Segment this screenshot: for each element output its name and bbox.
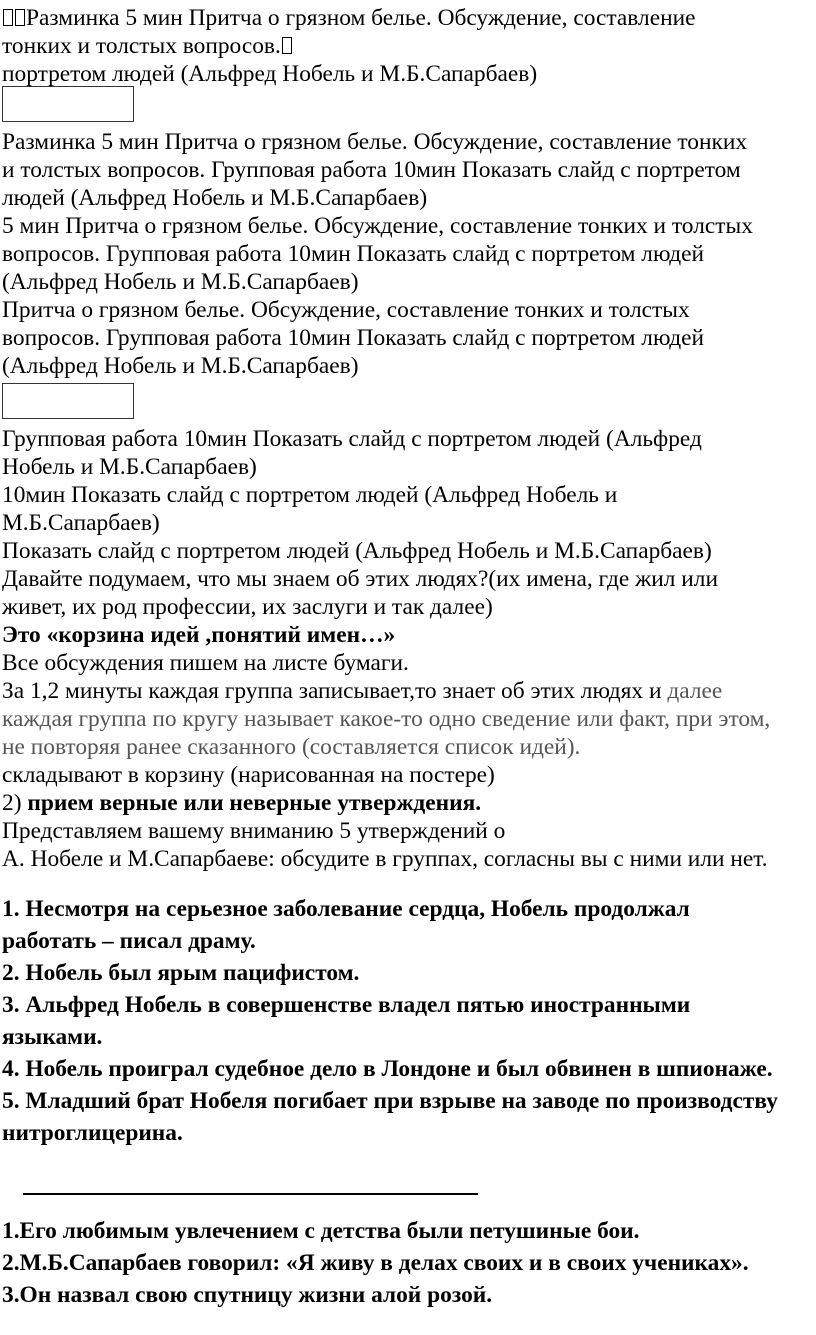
text-line-16: М.Б.Сапарбаев) [2, 510, 160, 536]
statement-line: нитроглицерина. [2, 1120, 183, 1146]
text-line-7: 5 мин Притча о грязном белье. Обсуждение, составление тонких и толстых [2, 213, 753, 239]
statement-line: работать – писал драму. [2, 928, 256, 954]
text-line-21: Все обсуждения пишем на листе бумаги. [2, 650, 409, 676]
text-line-6: людей (Альфред Нобель и М.Б.Сапарбаев) [2, 185, 428, 211]
answer-line: 1.Его любимым увлечением с детства были петушиные бои. [2, 1218, 640, 1244]
text-line-1 [2, 4, 696, 32]
text-line-20: Это «корзина идей ,понятий имен…» [2, 622, 396, 648]
empty-frame-box [2, 383, 134, 419]
statement-line: 2. Нобель был ярым пацифистом. [2, 960, 360, 986]
text-line-5: и толстых вопросов. Групповая работа 10мин Показать слайд с портретом [2, 157, 741, 183]
missing-glyph-icon [3, 9, 13, 26]
statement-line: 3. Альфред Нобель в совершенстве владел пятью иностранными [2, 992, 691, 1018]
text-line-28: А. Нобеле и М.Сапарбаеве: обсудите в группах, согласны вы с ними или нет. [2, 846, 768, 872]
line-text-grey: далее [667, 678, 723, 704]
text-line-10: Притча о грязном белье. Обсуждение, составление тонких и толстых [2, 297, 690, 323]
text-line-23: каждая группа по кругу называет какое-то одно сведение или факт, при этом, [2, 706, 771, 732]
line-text: За 1,2 минуты каждая группа записывает,то знает об этих людях и [2, 678, 662, 704]
horizontal-rule [23, 1193, 478, 1195]
line-text: тонких и толстых вопросов. [2, 33, 281, 59]
text-line-4: Разминка 5 мин Притча о грязном белье. Обсуждение, составление тонких [2, 129, 748, 155]
text-line-3: портретом людей (Альфред Нобель и М.Б.Сапарбаев) [2, 61, 538, 87]
text-line-25: складывают в корзину (нарисованная на постере) [2, 762, 495, 788]
statement-line: языками. [2, 1024, 103, 1050]
text-line-8: вопросов. Групповая работа 10мин Показать слайд с портретом людей [2, 241, 705, 267]
text-line-17: Показать слайд с портретом людей (Альфред Нобель и М.Б.Сапарбаев) [2, 538, 712, 564]
missing-glyph-icon [282, 37, 292, 54]
text-line-2 [2, 32, 293, 60]
text-line-19: живет, их род профессии, их заслуги и так далее) [2, 594, 493, 620]
text-line-12: (Альфред Нобель и М.Б.Сапарбаев) [2, 353, 359, 379]
missing-glyph-icon [15, 9, 25, 26]
answer-line: 3.Он назвал свою спутницу жизни алой розой. [2, 1282, 493, 1308]
text-line-18: Давайте подумаем, что мы знаем об этих людях?(их имена, где жил или [2, 566, 718, 592]
line-text: Разминка 5 мин Притча о грязном белье. Обсуждение, составление [26, 5, 696, 31]
text-line-27: Представляем вашему вниманию 5 утверждений о [2, 818, 506, 844]
text-line-14: Нобель и М.Б.Сапарбаев) [2, 454, 257, 480]
answer-line: 2.М.Б.Сапарбаев говорил: «Я живу в делах своих и в своих учениках». [2, 1250, 749, 1276]
text-line-13: Групповая работа 10мин Показать слайд с портретом людей (Альфред [2, 426, 702, 452]
section-heading: прием верные или неверные утверждения. [27, 790, 482, 816]
text-line-11: вопросов. Групповая работа 10мин Показать слайд с портретом людей [2, 325, 705, 351]
statement-line: 1. Несмотря на серьезное заболевание сердца, Нобель продолжал [2, 896, 690, 922]
empty-frame-box [2, 86, 134, 122]
statement-line: 4. Нобель проиграл судебное дело в Лондоне и был обвинен в шпионаже. [2, 1056, 773, 1082]
text-line-26 [2, 789, 481, 817]
text-line-22 [2, 677, 722, 705]
list-marker: 2) [2, 790, 22, 816]
text-line-9: (Альфред Нобель и М.Б.Сапарбаев) [2, 269, 359, 295]
statement-line: 5. Младший брат Нобеля погибает при взрыве на заводе по производству [2, 1088, 778, 1114]
text-line-15: 10мин Показать слайд с портретом людей (Альфред Нобель и [2, 482, 618, 508]
text-line-24: не повторяя ранее сказанного (составляется список идей). [2, 734, 581, 760]
